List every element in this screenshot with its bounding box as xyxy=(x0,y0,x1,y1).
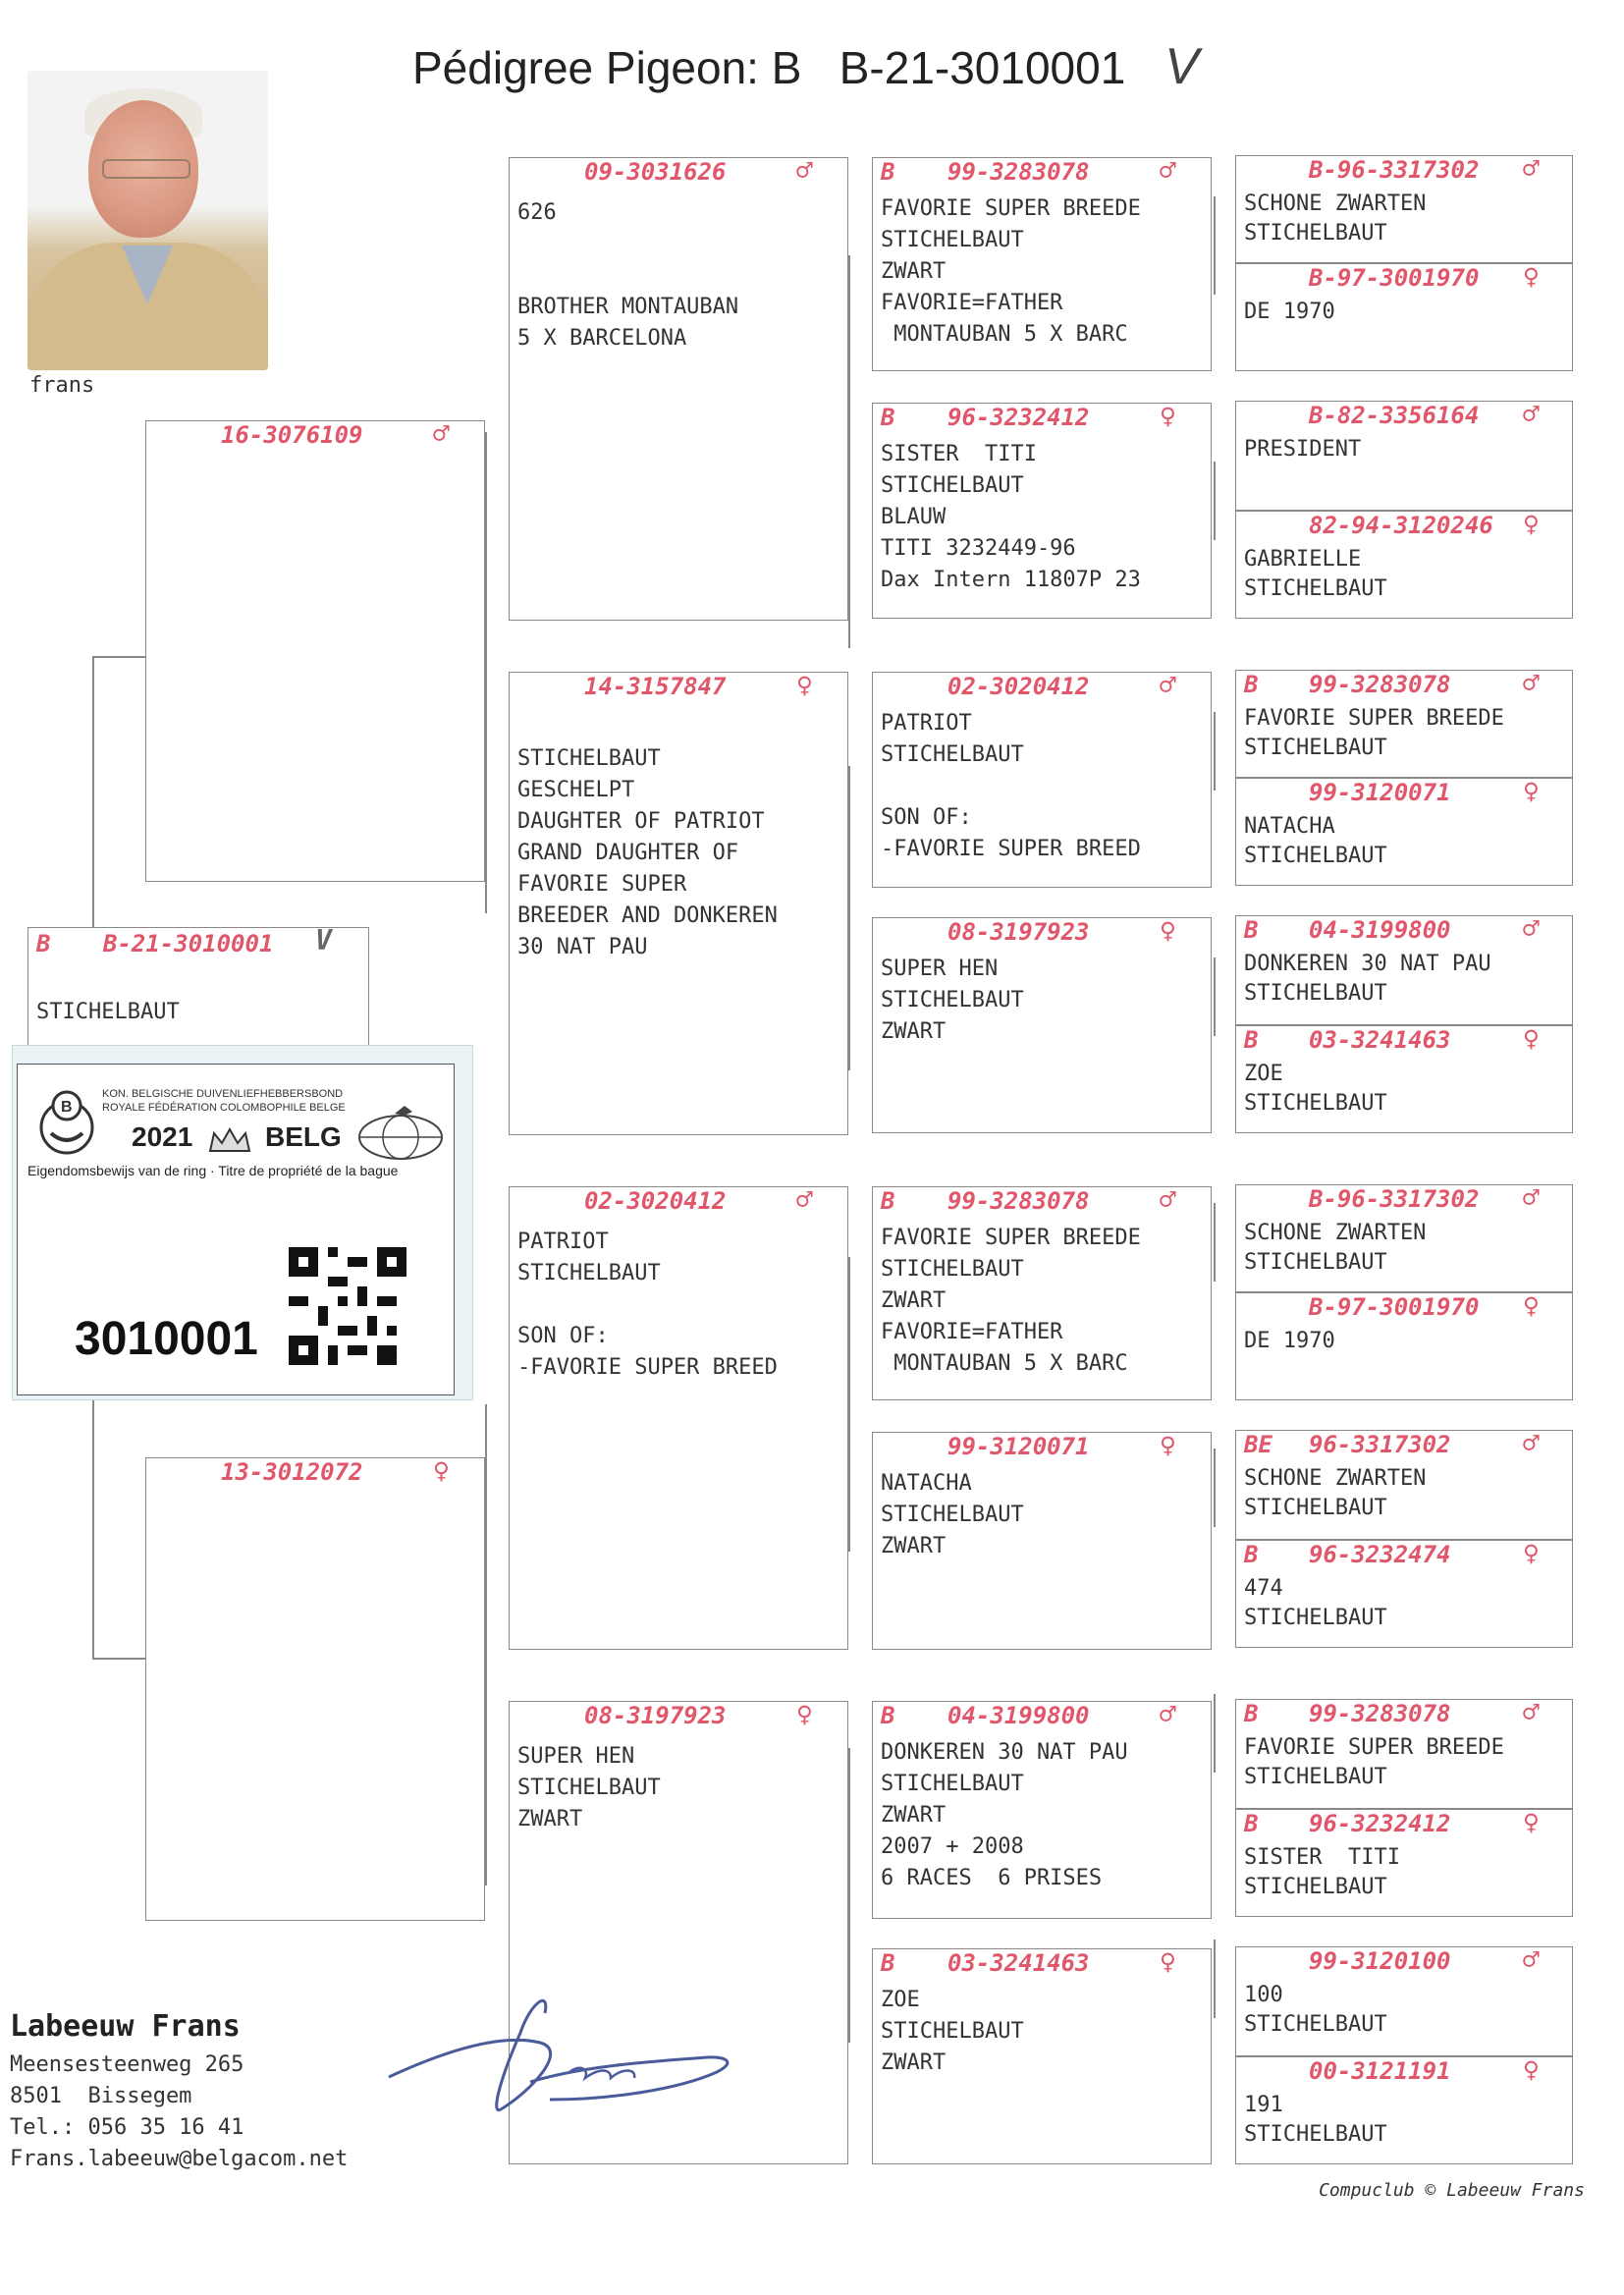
female-icon: ♀ xyxy=(1523,1022,1540,1055)
ancestor-pair-box xyxy=(1235,152,1573,371)
ancestor-ring: 96-3317302 xyxy=(1309,1431,1451,1458)
ancestor-prefix: B xyxy=(1244,1541,1259,1568)
breeder-street: Meensesteenweg 265 xyxy=(10,2052,244,2077)
male-icon: ♂ xyxy=(1523,1427,1540,1459)
great-grandparent-prefix: B xyxy=(881,1187,895,1215)
ancestor-ring: 00-3121191 xyxy=(1309,2057,1451,2085)
ancestor-ring: 04-3199800 xyxy=(1309,916,1451,944)
male-icon: ♂ xyxy=(1523,1943,1540,1976)
ancestor-ring: 99-3120071 xyxy=(1309,779,1451,806)
grandparent-notes: 626 BROTHER MONTAUBAN 5 X BARCELONA xyxy=(517,200,739,351)
grandparent-notes: STICHELBAUT GESCHELPT DAUGHTER OF PATRIOT GRAND DAUGHTER OF FAVORIE SUPER BREEDER AND DONKEREN 30 NAT PAU xyxy=(517,746,778,959)
great-grandparent-notes: DONKEREN 30 NAT PAU STICHELBAUT ZWART 2007 + 2008 6 RACES 6 PRISES xyxy=(881,1740,1128,1890)
great-grandparent-ring: 99-3283078 xyxy=(947,1187,1090,1215)
subject-name: STICHELBAUT xyxy=(36,1000,180,1024)
great-grandparent-box xyxy=(872,1945,1212,2164)
great-grandparent-ring: 03-3241463 xyxy=(947,1949,1090,1977)
qr-code-icon xyxy=(289,1247,406,1365)
male-icon: ♂ xyxy=(1160,669,1176,701)
ancestor-ring: B-96-3317302 xyxy=(1309,1185,1480,1213)
female-icon: ♀ xyxy=(1523,1806,1540,1838)
great-grandparent-ring: 99-3283078 xyxy=(947,158,1090,186)
great-grandparent-box xyxy=(872,1183,1212,1400)
male-icon: ♂ xyxy=(1523,152,1540,185)
ancestor-notes: SCHONE ZWARTEN STICHELBAUT xyxy=(1244,1466,1427,1520)
svg-text:B: B xyxy=(61,1099,73,1116)
card-org-line2: ROYALE FÉDÉRATION COLOMBOPHILE BELGE xyxy=(102,1102,346,1114)
female-icon: ♀ xyxy=(1160,914,1176,947)
female-icon: ♀ xyxy=(1523,775,1540,807)
great-grandparent-ring: 99-3120071 xyxy=(947,1433,1090,1460)
crown-icon xyxy=(206,1125,253,1155)
great-grandparent-box xyxy=(872,669,1212,888)
great-grandparent-notes: FAVORIE SUPER BREEDE STICHELBAUT ZWART FAVORIE=FATHER MONTAUBAN 5 X BARC xyxy=(881,196,1141,347)
ancestor-notes: PRESIDENT xyxy=(1244,437,1362,462)
ancestor-notes: NATACHA STICHELBAUT xyxy=(1244,814,1387,868)
ancestor-ring: B-82-3356164 xyxy=(1309,402,1480,429)
ancestor-pair-box xyxy=(1235,1696,1573,1917)
subject-box xyxy=(27,924,369,1055)
female-icon: ♀ xyxy=(1523,2053,1540,2086)
ancestor-pair-box xyxy=(1235,1943,1573,2164)
card-org-line1: KON. BELGISCHE DUIVENLIEFHEBBERSBOND xyxy=(102,1088,344,1100)
grandparent-notes: SUPER HEN STICHELBAUT ZWART xyxy=(517,1744,661,1831)
great-grandparent-box xyxy=(872,914,1212,1133)
title-check-mark: V xyxy=(1164,38,1199,95)
ancestor-pair-box xyxy=(1235,667,1573,886)
grandparent-ring: 09-3031626 xyxy=(584,158,727,186)
ancestor-ring: 96-3232474 xyxy=(1309,1541,1451,1568)
female-icon: ♀ xyxy=(1523,1537,1540,1569)
sire-box xyxy=(145,417,485,882)
male-icon: ♂ xyxy=(1160,1183,1176,1216)
great-grandparent-box xyxy=(872,400,1212,619)
ancestor-pair-box xyxy=(1235,1427,1573,1648)
male-icon: ♂ xyxy=(1523,667,1540,699)
male-icon: ♂ xyxy=(1523,1696,1540,1728)
female-icon: ♀ xyxy=(433,1454,450,1487)
female-icon: ♀ xyxy=(796,1698,813,1730)
ancestor-notes: DE 1970 xyxy=(1244,1329,1335,1353)
breeder-name: Labeeuw Frans xyxy=(10,2009,241,2044)
photo-caption: frans xyxy=(29,373,95,398)
breeder-phone: Tel.: 056 35 16 41 xyxy=(10,2115,244,2140)
ancestor-notes: FAVORIE SUPER BREEDE STICHELBAUT xyxy=(1244,706,1504,760)
ancestor-notes: DE 1970 xyxy=(1244,300,1335,324)
ancestor-prefix: B xyxy=(1244,1810,1259,1837)
ancestor-notes: SCHONE ZWARTEN STICHELBAUT xyxy=(1244,191,1427,246)
ancestor-notes: GABRIELLE STICHELBAUT xyxy=(1244,547,1387,601)
ancestor-ring: 99-3120100 xyxy=(1309,1947,1451,1975)
dam-box xyxy=(145,1454,485,1921)
grandparent-ring: 02-3020412 xyxy=(584,1187,727,1215)
ancestor-prefix: B xyxy=(1244,1026,1259,1054)
grandparent-box xyxy=(509,154,848,621)
grandparent-box xyxy=(509,669,848,1135)
subject-check-mark: V xyxy=(315,924,332,956)
male-icon: ♂ xyxy=(1523,398,1540,430)
ancestor-ring: B-97-3001970 xyxy=(1309,1293,1480,1321)
ancestor-prefix: B xyxy=(1244,1700,1259,1727)
great-grandparent-ring: 96-3232412 xyxy=(947,404,1090,431)
ancestor-pair-box xyxy=(1235,398,1573,619)
great-grandparent-prefix: B xyxy=(881,1702,895,1729)
female-icon: ♀ xyxy=(1523,260,1540,293)
male-icon: ♂ xyxy=(1523,1181,1540,1214)
ancestor-pair-box xyxy=(1235,912,1573,1133)
ancestor-notes: FAVORIE SUPER BREEDE STICHELBAUT xyxy=(1244,1735,1504,1789)
female-icon: ♀ xyxy=(1160,1429,1176,1461)
ancestor-pair-box xyxy=(1235,1181,1573,1400)
breeder-photo xyxy=(27,71,268,370)
ancestor-notes: DONKEREN 30 NAT PAU STICHELBAUT xyxy=(1244,952,1491,1006)
great-grandparent-box xyxy=(872,154,1212,371)
title-text: Pédigree Pigeon: B B-21-3010001 xyxy=(412,42,1126,93)
ancestor-notes: 100 STICHELBAUT xyxy=(1244,1983,1387,2037)
ancestor-notes: SISTER TITI STICHELBAUT xyxy=(1244,1845,1400,1899)
page-title xyxy=(412,37,1199,96)
great-grandparent-prefix: B xyxy=(881,158,895,186)
ancestor-ring: 96-3232412 xyxy=(1309,1810,1451,1837)
great-grandparent-notes: NATACHA STICHELBAUT ZWART xyxy=(881,1471,1024,1558)
grandparent-ring: 08-3197923 xyxy=(584,1702,727,1729)
female-icon: ♀ xyxy=(1160,400,1176,432)
great-grandparent-notes: ZOE STICHELBAUT ZWART xyxy=(881,1988,1024,2075)
male-icon: ♂ xyxy=(1160,154,1176,187)
great-grandparent-notes: SISTER TITI STICHELBAUT BLAUW TITI 3232449-96 Dax Intern 11807P 23 xyxy=(881,442,1141,592)
ancestor-notes: 474 STICHELBAUT xyxy=(1244,1576,1387,1630)
great-grandparent-box xyxy=(872,1429,1212,1650)
male-icon: ♂ xyxy=(433,417,450,450)
card-title: Eigendomsbewijs van de ring · Titre de propriété de la bague xyxy=(27,1163,399,1178)
globe-logo-icon xyxy=(355,1104,446,1163)
female-icon: ♀ xyxy=(1160,1945,1176,1978)
female-icon: ♀ xyxy=(1523,1289,1540,1322)
ancestor-prefix: BE xyxy=(1244,1431,1272,1458)
subject-ring: B-21-3010001 xyxy=(103,930,274,957)
ancestor-prefix: B xyxy=(1244,916,1259,944)
grandparent-notes: PATRIOT STICHELBAUT SON OF: -FAVORIE SUPER BREED xyxy=(517,1229,778,1380)
breeder-city: 8501 Bissegem xyxy=(10,2084,192,2108)
great-grandparent-prefix: B xyxy=(881,1949,895,1977)
ancestor-prefix: B xyxy=(1244,671,1259,698)
female-icon: ♀ xyxy=(796,669,813,701)
ancestor-notes: ZOE STICHELBAUT xyxy=(1244,1062,1387,1116)
grandparent-box xyxy=(509,1183,848,1650)
ancestor-ring: 99-3283078 xyxy=(1309,671,1451,698)
card-year: 2021 xyxy=(132,1121,193,1152)
breeder-email: Frans.labeeuw@belgacom.net xyxy=(10,2147,349,2171)
card-country: BELG xyxy=(265,1121,342,1152)
great-grandparent-ring: 04-3199800 xyxy=(947,1702,1090,1729)
dam-ring: 13-3012072 xyxy=(221,1458,363,1486)
ancestor-ring: B-96-3317302 xyxy=(1309,156,1480,184)
great-grandparent-prefix: B xyxy=(881,404,895,431)
male-icon: ♂ xyxy=(796,1183,813,1216)
sire-ring: 16-3076109 xyxy=(221,421,363,449)
ring-ownership-card xyxy=(12,1045,473,1400)
card-ring-number: 3010001 xyxy=(75,1313,258,1365)
ancestor-notes: 191 STICHELBAUT xyxy=(1244,2093,1387,2147)
handwritten-signature xyxy=(383,1974,756,2121)
great-grandparent-ring: 08-3197923 xyxy=(947,918,1090,946)
ancestor-ring: 99-3283078 xyxy=(1309,1700,1451,1727)
ancestor-ring: 82-94-3120246 xyxy=(1309,512,1493,539)
ancestor-ring: B-97-3001970 xyxy=(1309,264,1480,292)
male-icon: ♂ xyxy=(1523,912,1540,945)
ancestor-notes: SCHONE ZWARTEN STICHELBAUT xyxy=(1244,1221,1427,1275)
subject-prefix: B xyxy=(36,930,51,957)
male-icon: ♂ xyxy=(1160,1698,1176,1730)
ancestor-ring: 03-3241463 xyxy=(1309,1026,1451,1054)
software-credit: Compuclub © Labeeuw Frans xyxy=(1319,2180,1585,2201)
great-grandparent-notes: PATRIOT STICHELBAUT SON OF: -FAVORIE SUPER BREED xyxy=(881,711,1141,861)
great-grandparent-box xyxy=(872,1698,1212,1919)
federation-logo-icon xyxy=(37,1082,96,1157)
great-grandparent-notes: SUPER HEN STICHELBAUT ZWART xyxy=(881,956,1024,1044)
great-grandparent-ring: 02-3020412 xyxy=(947,673,1090,700)
grandparent-ring: 14-3157847 xyxy=(584,673,727,700)
male-icon: ♂ xyxy=(796,154,813,187)
female-icon: ♀ xyxy=(1523,508,1540,540)
great-grandparent-notes: FAVORIE SUPER BREEDE STICHELBAUT ZWART FAVORIE=FATHER MONTAUBAN 5 X BARC xyxy=(881,1226,1141,1376)
